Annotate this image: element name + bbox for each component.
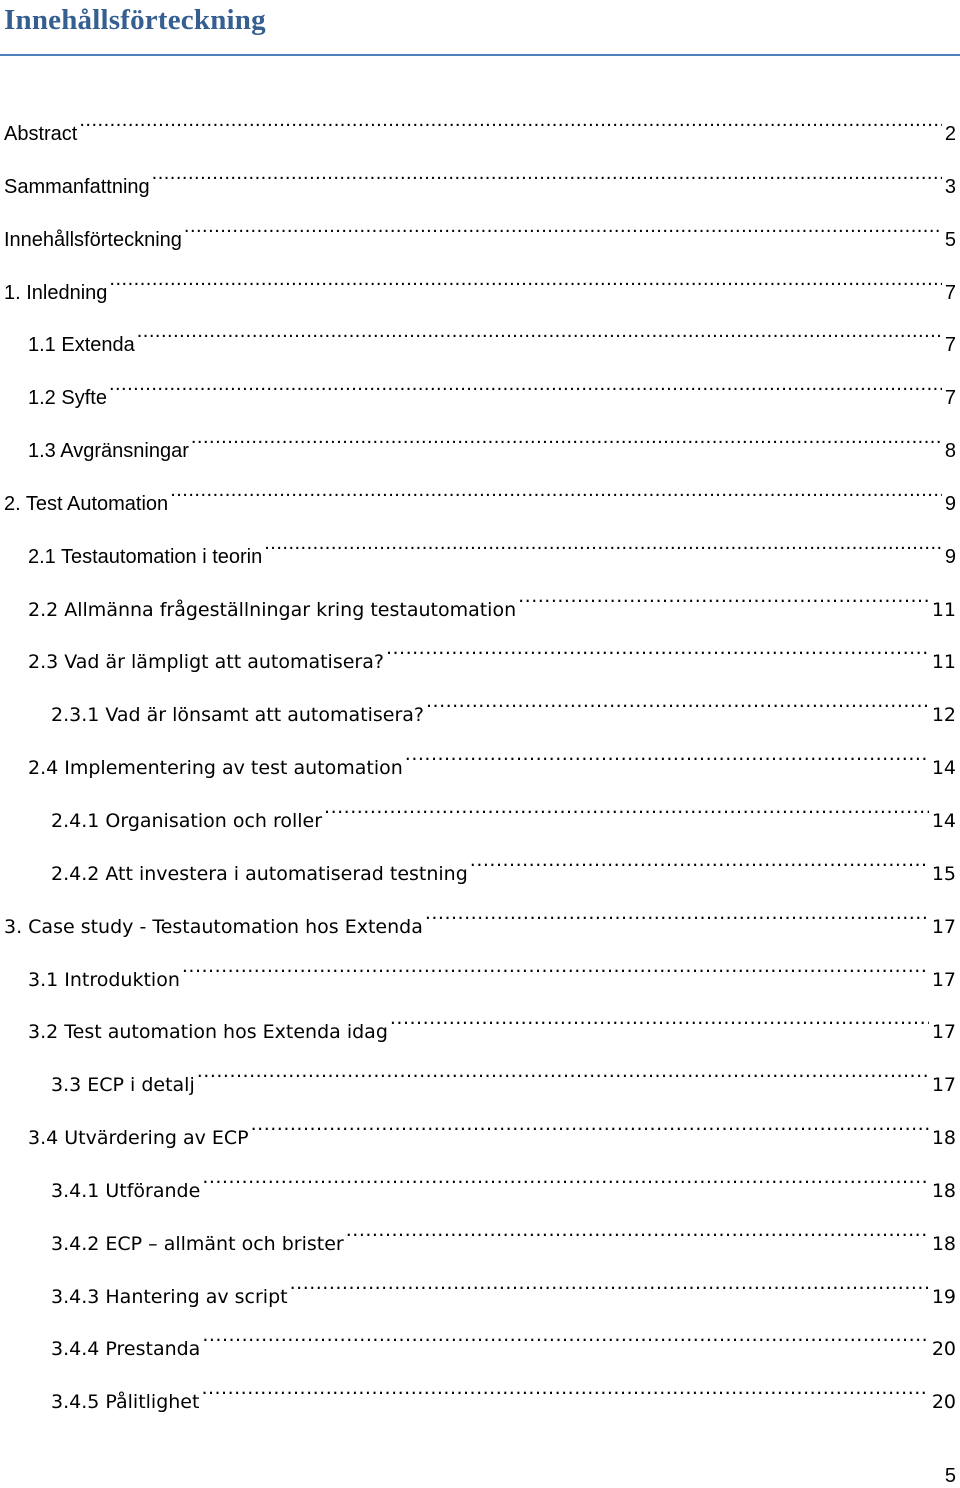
toc-entry-label: 3.4.3 Hantering av script <box>51 1285 288 1308</box>
toc-entry-page: 18 <box>931 1232 956 1255</box>
toc-entry-page: 5 <box>944 228 956 251</box>
toc-entry[interactable] <box>0 1118 956 1171</box>
toc-entry-page: 8 <box>944 440 956 463</box>
toc-entry-page: 17 <box>931 968 956 991</box>
toc-entry[interactable] <box>0 590 956 643</box>
toc-entry[interactable] <box>0 642 956 695</box>
toc-dot-leader <box>202 1336 928 1355</box>
toc-entry-label: 1.2 Syfte <box>28 387 107 410</box>
toc-dot-leader <box>470 861 929 880</box>
toc-entry[interactable] <box>0 378 956 431</box>
toc-dot-leader <box>324 808 929 827</box>
toc-entry-page: 7 <box>944 387 956 410</box>
toc-entry-page: 7 <box>944 281 956 304</box>
toc-entry-label: 1. Inledning <box>4 281 108 304</box>
toc-entry-label: 3.4.4 Prestanda <box>51 1338 201 1361</box>
heading-rule <box>0 54 960 56</box>
toc-entry-label: 3.4.2 ECP – allmänt och brister <box>51 1232 344 1255</box>
toc-entry-label: 2.1 Testautomation i teorin <box>28 545 263 568</box>
toc-entry[interactable] <box>0 537 956 590</box>
toc-entry-label: 2.3.1 Vad är lönsamt att automatisera? <box>51 704 424 727</box>
toc-dot-leader <box>251 1125 929 1144</box>
toc-entry-page: 17 <box>931 915 956 938</box>
toc-dot-leader <box>182 967 929 986</box>
toc-entry-page: 20 <box>931 1391 956 1414</box>
toc-dot-leader <box>346 1231 929 1250</box>
toc-dot-leader <box>425 914 929 933</box>
toc-entry-page: 14 <box>931 809 956 832</box>
toc-entry-page: 12 <box>931 704 956 727</box>
toc-dot-leader <box>79 120 942 140</box>
toc-entry-page: 17 <box>931 1021 956 1044</box>
toc-dot-leader <box>518 597 929 616</box>
toc-dot-leader <box>202 1178 929 1197</box>
toc-entry-label: 1.1 Extenda <box>28 334 135 357</box>
toc-entry-page: 15 <box>931 862 956 885</box>
toc-entry-page: 3 <box>944 175 956 198</box>
toc-entry[interactable] <box>0 1012 956 1065</box>
toc-entry[interactable] <box>0 1224 956 1277</box>
toc-entry[interactable] <box>0 801 956 854</box>
toc-entry-page: 18 <box>931 1179 956 1202</box>
toc-entry[interactable] <box>0 1277 956 1330</box>
toc-dot-leader <box>109 279 941 299</box>
toc-dot-leader <box>405 755 929 774</box>
toc-entry-label: 2.2 Allmänna frågeställningar kring testautomation <box>28 598 517 621</box>
toc-entry[interactable] <box>0 484 956 537</box>
toc-entry[interactable] <box>0 325 956 378</box>
toc-dot-leader <box>137 331 942 351</box>
toc-entry-label: 2. Test Automation <box>4 492 169 515</box>
toc-entry-page: 20 <box>931 1338 956 1361</box>
toc-entry-page: 7 <box>944 334 956 357</box>
toc-dot-leader <box>197 1072 929 1091</box>
toc-dot-leader <box>426 702 929 721</box>
toc-entry-page: 11 <box>931 598 956 621</box>
toc-entry[interactable] <box>0 273 956 326</box>
toc-entry-label: Sammanfattning <box>4 175 150 198</box>
toc-entry-label: 3.4 Utvärdering av ECP <box>28 1127 249 1150</box>
toc-entry-label: 2.3 Vad är lämpligt att automatisera? <box>28 651 384 674</box>
toc-dot-leader <box>184 226 942 246</box>
toc-list <box>0 114 956 1435</box>
toc-entry-label: 3.3 ECP i detalj <box>51 1074 195 1097</box>
toc-entry[interactable] <box>0 907 956 960</box>
toc-heading: Innehållsförteckning <box>4 4 266 36</box>
toc-dot-leader <box>264 543 942 563</box>
toc-entry-label: 2.4.1 Organisation och roller <box>51 809 323 832</box>
toc-entry-label: Innehållsförteckning <box>4 228 182 251</box>
toc-dot-leader <box>109 384 942 404</box>
toc-entry-label: Abstract <box>4 123 78 145</box>
toc-dot-leader <box>152 173 942 193</box>
toc-dot-leader <box>390 1019 929 1038</box>
page-number: 5 <box>944 1465 956 1487</box>
toc-entry-label: 3.4.1 Utförande <box>51 1179 201 1202</box>
toc-entry-page: 9 <box>944 545 956 568</box>
toc-dot-leader <box>201 1389 928 1408</box>
toc-entry-page: 18 <box>931 1127 956 1150</box>
toc-entry[interactable] <box>0 1065 956 1118</box>
toc-entry[interactable] <box>0 748 956 801</box>
toc-dot-leader <box>290 1284 929 1303</box>
toc-entry[interactable] <box>0 1329 956 1382</box>
toc-entry[interactable] <box>0 1382 956 1435</box>
toc-entry-page: 2 <box>944 123 956 145</box>
toc-entry[interactable] <box>0 854 956 907</box>
toc-entry[interactable] <box>0 167 956 220</box>
toc-entry[interactable] <box>0 695 956 748</box>
toc-entry-page: 19 <box>931 1285 956 1308</box>
toc-entry-label: 2.4 Implementering av test automation <box>28 757 403 780</box>
toc-entry-page: 9 <box>944 492 956 515</box>
toc-dot-leader <box>386 649 929 668</box>
toc-entry-label: 1.3 Avgränsningar <box>28 440 189 463</box>
toc-entry[interactable] <box>0 431 956 484</box>
toc-entry-page: 11 <box>931 651 956 674</box>
toc-entry[interactable] <box>0 960 956 1013</box>
toc-entry[interactable] <box>0 1171 956 1224</box>
toc-entry-label: 3.4.5 Pålitlighet <box>51 1391 200 1414</box>
toc-entry-page: 14 <box>931 757 956 780</box>
toc-entry-label: 3.2 Test automation hos Extenda idag <box>28 1021 388 1044</box>
toc-entry[interactable] <box>0 114 956 167</box>
toc-entry-label: 2.4.2 Att investera i automatiserad testning <box>51 862 468 885</box>
toc-entry-label: 3.1 Introduktion <box>28 968 180 991</box>
toc-entry[interactable] <box>0 220 956 273</box>
toc-dot-leader <box>170 490 942 510</box>
toc-dot-leader <box>191 437 942 457</box>
toc-entry-page: 17 <box>931 1074 956 1097</box>
toc-entry-label: 3. Case study - Testautomation hos Extenda <box>4 915 423 938</box>
